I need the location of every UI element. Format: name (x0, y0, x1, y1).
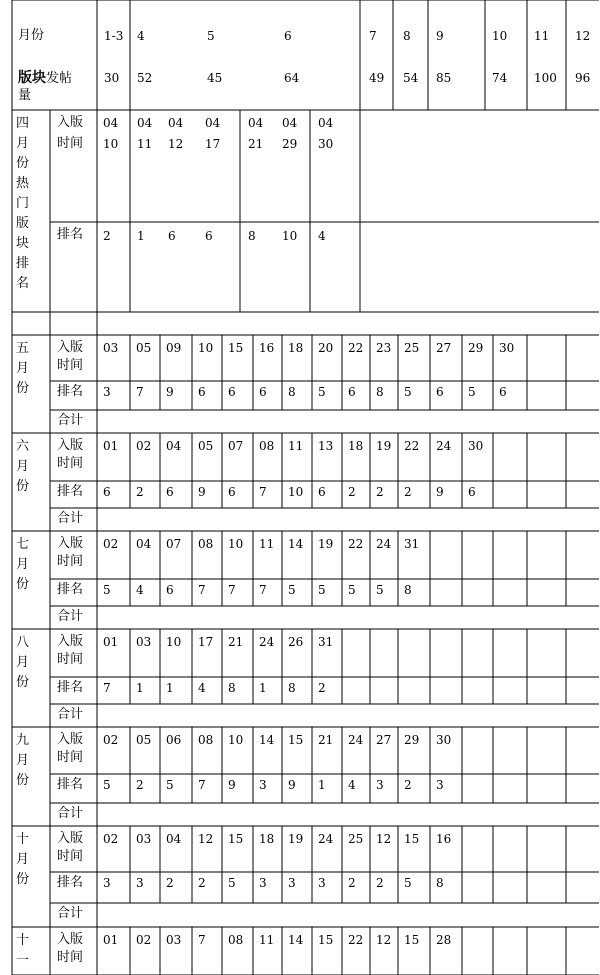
entry-rank: 2 (348, 485, 356, 499)
april-rank: 8 (248, 229, 256, 243)
entry-rank: 2 (318, 681, 326, 695)
entry-date: 23 (376, 341, 392, 355)
entry-date: 11 (259, 933, 275, 947)
entry-date: 24 (376, 537, 392, 551)
entry-rank: 8 (436, 876, 444, 890)
entry-date: 05 (136, 733, 152, 747)
entry-rank: 1 (259, 681, 267, 695)
header-count-value: 54 (403, 71, 419, 85)
entry-rank: 5 (348, 583, 356, 597)
entry-date: 05 (198, 439, 214, 453)
entry-date: 01 (103, 635, 119, 649)
entry-date: 13 (318, 439, 334, 453)
time-label: 入版 (57, 115, 84, 130)
entry-rank: 5 (103, 583, 111, 597)
entry-date: 18 (288, 341, 304, 355)
entry-date: 7 (198, 933, 206, 947)
entry-rank: 5 (166, 778, 174, 792)
entry-rank: 3 (288, 876, 296, 890)
header-month-9: 9 (436, 29, 444, 43)
rank-label: 排名 (57, 384, 84, 399)
header-count-value: 45 (207, 71, 223, 85)
rank-label: 排名 (57, 582, 84, 597)
entry-date: 21 (228, 635, 244, 649)
entry-date: 22 (348, 341, 364, 355)
header-count-value: 52 (137, 71, 153, 85)
entry-date: 22 (348, 537, 364, 551)
time-label: 入版 (57, 536, 84, 551)
entry-rank: 7 (228, 583, 236, 597)
entry-date: 08 (228, 933, 244, 947)
entry-rank: 9 (166, 385, 174, 399)
entry-date: 10 (166, 635, 182, 649)
entry-date: 29 (404, 733, 420, 747)
entry-rank: 6 (499, 385, 507, 399)
entry-date: 28 (436, 933, 452, 947)
april-date-month: 04 (137, 116, 153, 130)
april-date-day: 30 (318, 137, 334, 151)
total-label: 合计 (57, 609, 84, 624)
entry-rank: 10 (288, 485, 304, 499)
time-label: 入版 (57, 634, 84, 649)
time-label: 入版 (57, 438, 84, 453)
entry-rank: 2 (348, 876, 356, 890)
entry-date: 30 (436, 733, 452, 747)
header-month-12: 12 (575, 29, 591, 43)
entry-rank: 3 (318, 876, 326, 890)
april-date-month: 04 (103, 116, 119, 130)
entry-date: 08 (198, 733, 214, 747)
rank-label: 排名 (57, 875, 84, 890)
header-count-value: 30 (104, 71, 120, 85)
april-rank: 4 (318, 229, 326, 243)
entry-date: 04 (166, 439, 182, 453)
entry-rank: 5 (376, 583, 384, 597)
entry-rank: 2 (166, 876, 174, 890)
time-label: 入版 (57, 340, 84, 355)
entry-date: 08 (198, 537, 214, 551)
time-label: 入版 (57, 932, 84, 947)
entry-rank: 7 (136, 385, 144, 399)
entry-rank: 6 (259, 385, 267, 399)
section-title: 六月份 (16, 439, 30, 494)
april-rank: 6 (205, 229, 213, 243)
entry-date: 14 (288, 933, 304, 947)
entry-rank: 9 (436, 485, 444, 499)
entry-date: 31 (404, 537, 420, 551)
header-month-label: 月份 (18, 28, 45, 43)
entry-rank: 9 (228, 778, 236, 792)
entry-rank: 8 (376, 385, 384, 399)
header-count-value: 64 (284, 71, 300, 85)
entry-date: 24 (436, 439, 452, 453)
entry-rank: 1 (166, 681, 174, 695)
entry-date: 19 (288, 832, 304, 846)
entry-rank: 3 (103, 876, 111, 890)
header-count-value: 49 (369, 71, 385, 85)
total-label: 合计 (57, 806, 84, 821)
entry-date: 02 (136, 439, 152, 453)
april-rank: 2 (103, 229, 111, 243)
entry-date: 27 (376, 733, 392, 747)
entry-date: 15 (404, 933, 420, 947)
entry-rank: 8 (404, 583, 412, 597)
april-date-day: 29 (282, 137, 298, 151)
entry-rank: 3 (436, 778, 444, 792)
entry-rank: 5 (404, 876, 412, 890)
april-date-month: 04 (282, 116, 298, 130)
time-label: 入版 (57, 732, 84, 747)
time-label: 时间 (57, 849, 84, 864)
time-label: 时间 (57, 136, 84, 151)
section-title: 九月份 (16, 733, 30, 788)
time-label: 入版 (57, 831, 84, 846)
entry-rank: 6 (228, 385, 236, 399)
entry-rank: 9 (198, 485, 206, 499)
time-label: 时间 (57, 358, 84, 373)
entry-date: 03 (136, 832, 152, 846)
header-month-6: 6 (284, 29, 292, 43)
header-month-7: 7 (369, 29, 377, 43)
entry-rank: 6 (166, 485, 174, 499)
entry-rank: 3 (259, 876, 267, 890)
entry-date: 30 (468, 439, 484, 453)
entry-date: 02 (136, 933, 152, 947)
april-date-day: 17 (205, 137, 221, 151)
entry-date: 02 (103, 537, 119, 551)
entry-rank: 5 (288, 583, 296, 597)
entry-date: 15 (318, 933, 334, 947)
entry-rank: 5 (404, 385, 412, 399)
time-label: 时间 (57, 554, 84, 569)
entry-date: 25 (404, 341, 420, 355)
entry-date: 01 (103, 439, 119, 453)
april-date-month: 04 (205, 116, 221, 130)
entry-date: 15 (404, 832, 420, 846)
entry-rank: 6 (468, 485, 476, 499)
entry-rank: 6 (348, 385, 356, 399)
entry-date: 09 (166, 341, 182, 355)
entry-date: 05 (136, 341, 152, 355)
entry-rank: 9 (288, 778, 296, 792)
section-title: 五月份 (16, 341, 30, 396)
entry-date: 07 (166, 537, 182, 551)
entry-rank: 8 (288, 385, 296, 399)
entry-date: 01 (103, 933, 119, 947)
header-month-8: 8 (403, 29, 411, 43)
entry-rank: 2 (404, 778, 412, 792)
total-label: 合计 (57, 707, 84, 722)
entry-date: 12 (376, 933, 392, 947)
entry-rank: 5 (468, 385, 476, 399)
entry-date: 18 (348, 439, 364, 453)
header-month-5: 5 (207, 29, 215, 43)
rank-label: 排名 (57, 777, 84, 792)
header-count-bold: 版块 (18, 70, 46, 86)
entry-rank: 6 (166, 583, 174, 597)
entry-rank: 2 (376, 485, 384, 499)
entry-date: 12 (376, 832, 392, 846)
entry-rank: 3 (103, 385, 111, 399)
entry-rank: 7 (259, 485, 267, 499)
entry-rank: 6 (318, 485, 326, 499)
total-label: 合计 (57, 906, 84, 921)
entry-rank: 5 (318, 583, 326, 597)
entry-date: 03 (166, 933, 182, 947)
entry-date: 24 (348, 733, 364, 747)
entry-date: 02 (103, 832, 119, 846)
total-label: 合计 (57, 413, 84, 428)
entry-date: 31 (318, 635, 334, 649)
entry-rank: 6 (103, 485, 111, 499)
entry-rank: 4 (136, 583, 144, 597)
entry-rank: 3 (136, 876, 144, 890)
time-label: 时间 (57, 456, 84, 471)
entry-rank: 2 (404, 485, 412, 499)
entry-rank: 6 (198, 385, 206, 399)
entry-rank: 1 (136, 681, 144, 695)
header-month-4: 4 (137, 29, 145, 43)
entry-rank: 5 (318, 385, 326, 399)
entry-date: 27 (436, 341, 452, 355)
entry-rank: 2 (136, 778, 144, 792)
rank-label: 排名 (57, 484, 84, 499)
entry-date: 16 (259, 341, 275, 355)
entry-date: 15 (288, 733, 304, 747)
header-count-value: 85 (436, 71, 452, 85)
entry-date: 14 (259, 733, 275, 747)
entry-rank: 5 (228, 876, 236, 890)
entry-date: 22 (404, 439, 420, 453)
entry-date: 03 (103, 341, 119, 355)
april-title: 四月份热门版块排名 (16, 116, 30, 291)
entry-date: 07 (228, 439, 244, 453)
entry-date: 24 (259, 635, 275, 649)
rank-label: 排名 (57, 680, 84, 695)
entry-date: 22 (348, 933, 364, 947)
entry-date: 19 (376, 439, 392, 453)
time-label: 时间 (57, 652, 84, 667)
entry-rank: 2 (198, 876, 206, 890)
entry-rank: 8 (288, 681, 296, 695)
entry-date: 11 (259, 537, 275, 551)
entry-date: 02 (103, 733, 119, 747)
entry-rank: 4 (348, 778, 356, 792)
entry-rank: 7 (259, 583, 267, 597)
entry-rank: 3 (376, 778, 384, 792)
entry-rank: 5 (103, 778, 111, 792)
entry-date: 21 (318, 733, 334, 747)
april-date-day: 21 (248, 137, 264, 151)
header-count-value: 96 (575, 71, 591, 85)
april-date-month: 04 (318, 116, 334, 130)
header-month-11: 11 (534, 29, 550, 43)
april-date-day: 10 (103, 137, 119, 151)
entry-date: 25 (348, 832, 364, 846)
header-count-value: 74 (492, 71, 508, 85)
entry-date: 26 (288, 635, 304, 649)
section-title: 十一 (16, 933, 30, 968)
entry-date: 08 (259, 439, 275, 453)
entry-date: 20 (318, 341, 334, 355)
april-date-day: 12 (168, 137, 184, 151)
entry-rank: 7 (198, 583, 206, 597)
header-month-1-3: 1-3 (104, 29, 124, 43)
entry-rank: 2 (136, 485, 144, 499)
entry-date: 12 (198, 832, 214, 846)
entry-date: 29 (468, 341, 484, 355)
entry-rank: 3 (259, 778, 267, 792)
time-label: 时间 (57, 950, 84, 965)
entry-rank: 6 (228, 485, 236, 499)
entry-rank: 7 (103, 681, 111, 695)
entry-rank: 4 (198, 681, 206, 695)
entry-rank: 7 (198, 778, 206, 792)
entry-rank: 1 (318, 778, 326, 792)
entry-date: 06 (166, 733, 182, 747)
section-title: 十月份 (16, 832, 30, 887)
total-label: 合计 (57, 511, 84, 526)
entry-date: 10 (228, 537, 244, 551)
april-date-month: 04 (168, 116, 184, 130)
april-rank: 10 (282, 229, 298, 243)
entry-date: 24 (318, 832, 334, 846)
entry-rank: 8 (228, 681, 236, 695)
entry-date: 04 (166, 832, 182, 846)
entry-date: 30 (499, 341, 515, 355)
entry-date: 11 (288, 439, 304, 453)
header-count-value: 100 (534, 71, 557, 85)
entry-rank: 2 (376, 876, 384, 890)
april-rank: 6 (168, 229, 176, 243)
entry-rank: 6 (436, 385, 444, 399)
april-date-day: 11 (137, 137, 153, 151)
entry-date: 10 (198, 341, 214, 355)
entry-date: 15 (228, 832, 244, 846)
entry-date: 16 (436, 832, 452, 846)
time-label: 时间 (57, 750, 84, 765)
header-month-10: 10 (492, 29, 508, 43)
entry-date: 17 (198, 635, 214, 649)
rank-label: 排名 (57, 227, 84, 242)
entry-date: 15 (228, 341, 244, 355)
entry-date: 14 (288, 537, 304, 551)
entry-date: 03 (136, 635, 152, 649)
entry-date: 04 (136, 537, 152, 551)
april-date-month: 04 (248, 116, 264, 130)
section-title: 七月份 (16, 537, 30, 592)
entry-date: 10 (228, 733, 244, 747)
header-count-label: 版块发帖 (18, 70, 73, 86)
april-rank: 1 (137, 229, 145, 243)
header-count-wrap: 量 (18, 88, 32, 103)
section-title: 八月份 (16, 635, 30, 690)
entry-date: 19 (318, 537, 334, 551)
entry-date: 18 (259, 832, 275, 846)
